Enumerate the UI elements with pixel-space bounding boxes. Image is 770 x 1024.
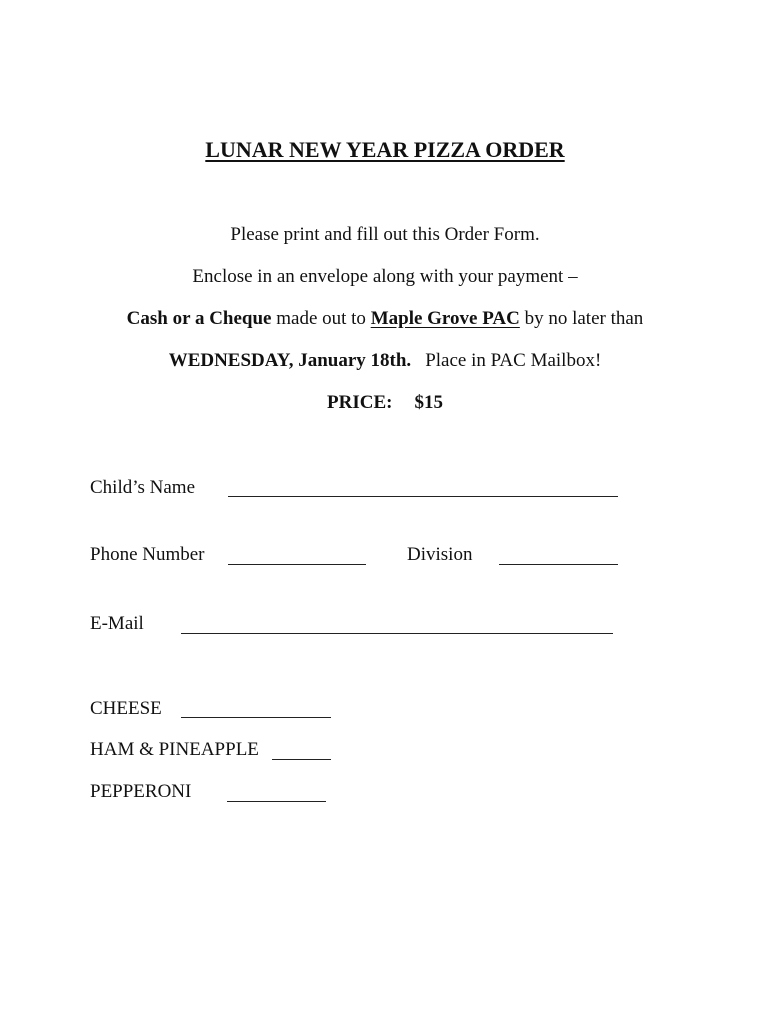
ham-pineapple-label: HAM & PINEAPPLE: [90, 739, 259, 760]
cheese-label: CHEESE: [90, 698, 162, 719]
price-value: $15: [414, 392, 443, 413]
price-line: [0, 392, 770, 414]
child-name-label: Child’s Name: [90, 477, 196, 498]
cheese-quantity-blank[interactable]: [181, 717, 331, 718]
ham-pineapple-quantity-blank[interactable]: [272, 759, 331, 760]
mailbox-note: Place in PAC Mailbox!: [425, 350, 602, 371]
email-label: E-Mail: [90, 613, 144, 634]
instruction-deadline: [0, 350, 770, 372]
division-label: Division: [407, 544, 473, 565]
payment-deadline-lead: by no later than: [519, 308, 644, 329]
phone-number-blank[interactable]: [228, 564, 366, 565]
division-blank[interactable]: [499, 564, 618, 565]
form-title: LUNAR NEW YEAR PIZZA ORDER: [205, 137, 565, 162]
instruction-payment: [0, 308, 770, 330]
phone-number-label: Phone Number: [90, 544, 205, 565]
payment-method: Cash or a Cheque: [126, 308, 272, 329]
email-blank[interactable]: [181, 633, 613, 634]
instruction-enclose: Enclose in an envelope along with your payment –: [192, 266, 578, 287]
instruction-print: Please print and fill out this Order Form.: [230, 224, 540, 245]
pepperoni-quantity-blank[interactable]: [227, 801, 326, 802]
payment-connector: made out to: [271, 308, 371, 329]
child-name-blank[interactable]: [228, 496, 618, 497]
deadline-date: WEDNESDAY, January 18th.: [168, 350, 412, 371]
pepperoni-label: PEPPERONI: [90, 781, 192, 802]
price-label: PRICE:: [327, 392, 393, 413]
payee-name: Maple Grove PAC: [370, 308, 520, 329]
